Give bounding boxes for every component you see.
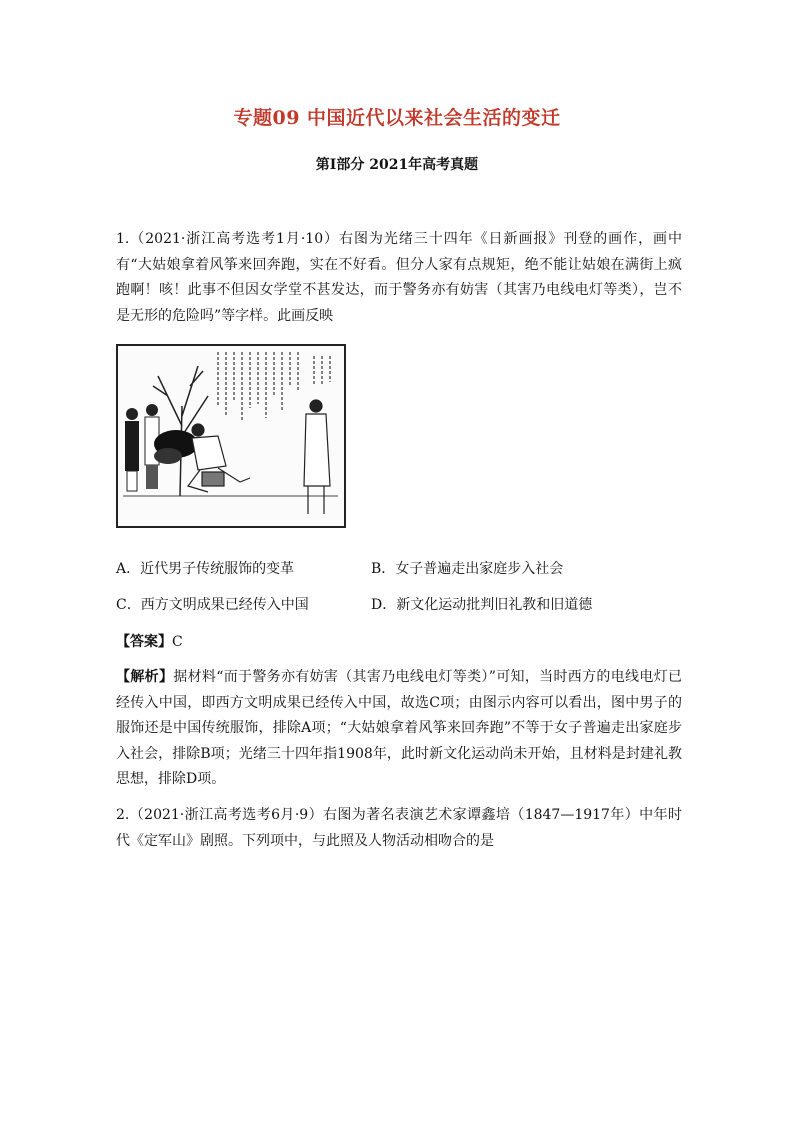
analysis <box>116 665 682 793</box>
newspaper-illustration-icon <box>116 344 346 528</box>
question-1-stem: 1.（2021·浙江高考选考1月·10）右图为光绪三十四年《日新画报》刊登的画作，画中有“大姑娘拿着风筝来回奔跑，实在不好看。但分人家有点规矩，绝不能让姑娘在满街上疯跑啊！咳！此事不但因女学堂不甚发达，而于警务亦有妨害（其害乃电线电灯等类），岂不是无形的危险吗”等字样。此画反映 <box>116 231 682 324</box>
answer-label: 【答案】 <box>116 634 172 650</box>
section-subtitle: 第Ⅰ部分 2021年高考真题 <box>315 157 479 173</box>
page-title: 专题09 中国近代以来社会生活的变迁 <box>233 107 561 129</box>
option-d: D．新文化运动批判旧礼教和旧道德 <box>371 597 593 613</box>
question-2-stem: 2.（2021·浙江高考选考6月·9）右图为著名表演艺术家谭鑫培（1847—1917年）中年时代《定军山》剧照。下列项中，与此照及人物活动相吻合的是 <box>116 807 682 849</box>
option-c: C．西方文明成果已经传入中国 <box>116 597 309 613</box>
answer <box>116 630 682 656</box>
option-a: A．近代男子传统服饰的变革 <box>116 561 295 577</box>
analysis-text: 据材料“而于警务亦有妨害（其害乃电线电灯等类）”可知，当时西方的电线电灯已经传入中国，即西方文明成果已经传入中国，故选C项；由图示内容可以看出，图中男子的服饰还是中国传统服饰，排除A项；“大姑娘拿着风筝来回奔跑”不等于女子普遍走出家庭步入社会，排除B项；光绪三十四年指1908年，此时新文化运动尚未开始，且材料是封建礼教思想，排除D项。 <box>116 669 683 787</box>
option-b: B．女子普遍走出家庭步入社会 <box>371 561 564 577</box>
analysis-label: 【解析】 <box>116 669 174 685</box>
answer-value: C <box>172 634 183 650</box>
